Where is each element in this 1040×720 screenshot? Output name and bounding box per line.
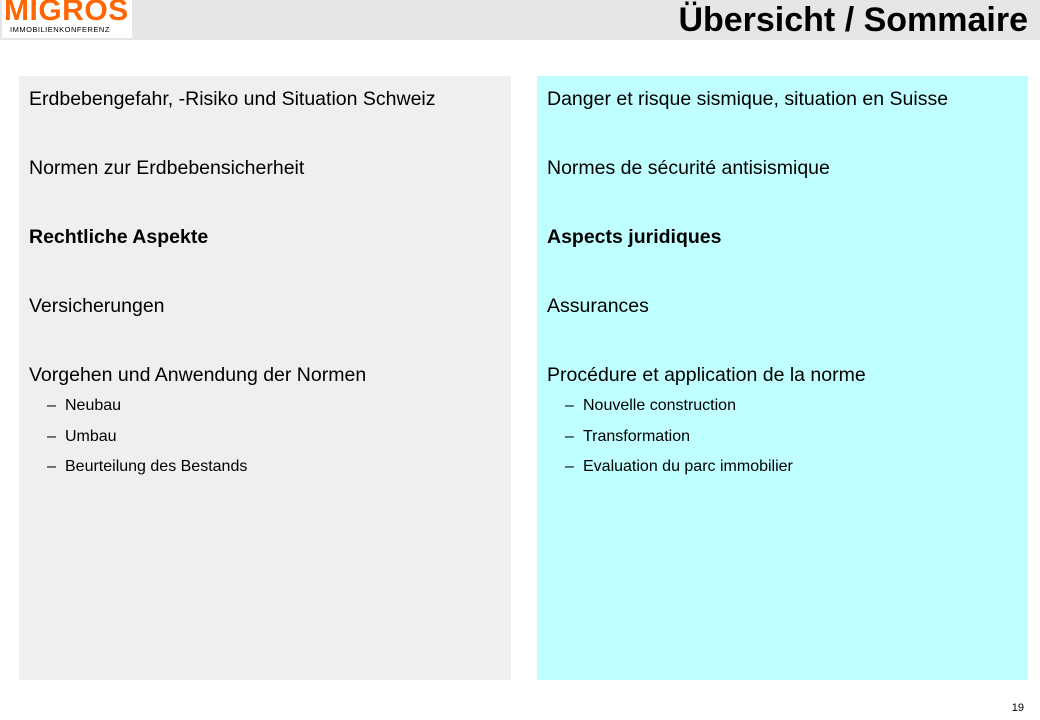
dash-bullet: – <box>47 397 56 414</box>
french-agenda-panel <box>537 76 1028 680</box>
dash-bullet: – <box>47 458 56 475</box>
logo-subtitle: IMMOBILIENKONFERENZ <box>10 25 110 34</box>
list-item <box>47 422 501 453</box>
page-title: Übersicht / Sommaire <box>678 1 1028 39</box>
agenda-topic-de-5: Vorgehen und Anwendung der Normen <box>29 364 367 386</box>
agenda-topic-fr-5: Procédure et application de la norme <box>547 364 866 386</box>
list-item <box>565 422 1018 453</box>
list-item <box>565 391 1018 422</box>
agenda-topic-de-1: Erdbebengefahr, -Risiko und Situation Schweiz <box>29 88 436 110</box>
page-number: 19 <box>1011 702 1024 714</box>
logo-brand: MIGROS <box>4 0 129 27</box>
dash-bullet: – <box>565 397 574 414</box>
list-item <box>565 452 1018 483</box>
dash-bullet: – <box>47 427 56 445</box>
dash-bullet: – <box>565 458 574 475</box>
list-item <box>47 391 501 422</box>
agenda-sublist-fr <box>547 391 1018 483</box>
sub-item-label: Transformation <box>583 427 690 445</box>
sub-item-label: Neubau <box>65 397 122 414</box>
list-item <box>47 452 501 483</box>
german-agenda-panel <box>19 76 511 680</box>
agenda-topic-de-2: Normen zur Erdbebensicherheit <box>29 157 305 179</box>
migros-logo <box>2 0 132 38</box>
agenda-topic-de-4: Versicherungen <box>29 295 165 317</box>
sub-item-label: Evaluation du parc immobilier <box>583 458 793 475</box>
slide-header <box>0 0 1040 40</box>
sub-item-label: Umbau <box>65 427 117 445</box>
agenda-topic-fr-1: Danger et risque sismique, situation en Suisse <box>547 88 949 110</box>
agenda-sublist-de <box>29 391 501 483</box>
sub-item-label: Beurteilung des Bestands <box>65 458 248 475</box>
sub-item-label: Nouvelle construction <box>583 397 736 414</box>
agenda-topic-fr-3-current: Aspects juridiques <box>547 226 722 248</box>
agenda-topic-de-3-current: Rechtliche Aspekte <box>29 226 209 248</box>
dash-bullet: – <box>565 427 574 445</box>
agenda-topic-fr-4: Assurances <box>547 295 649 317</box>
agenda-topic-fr-2: Normes de sécurité antisismique <box>547 157 830 179</box>
